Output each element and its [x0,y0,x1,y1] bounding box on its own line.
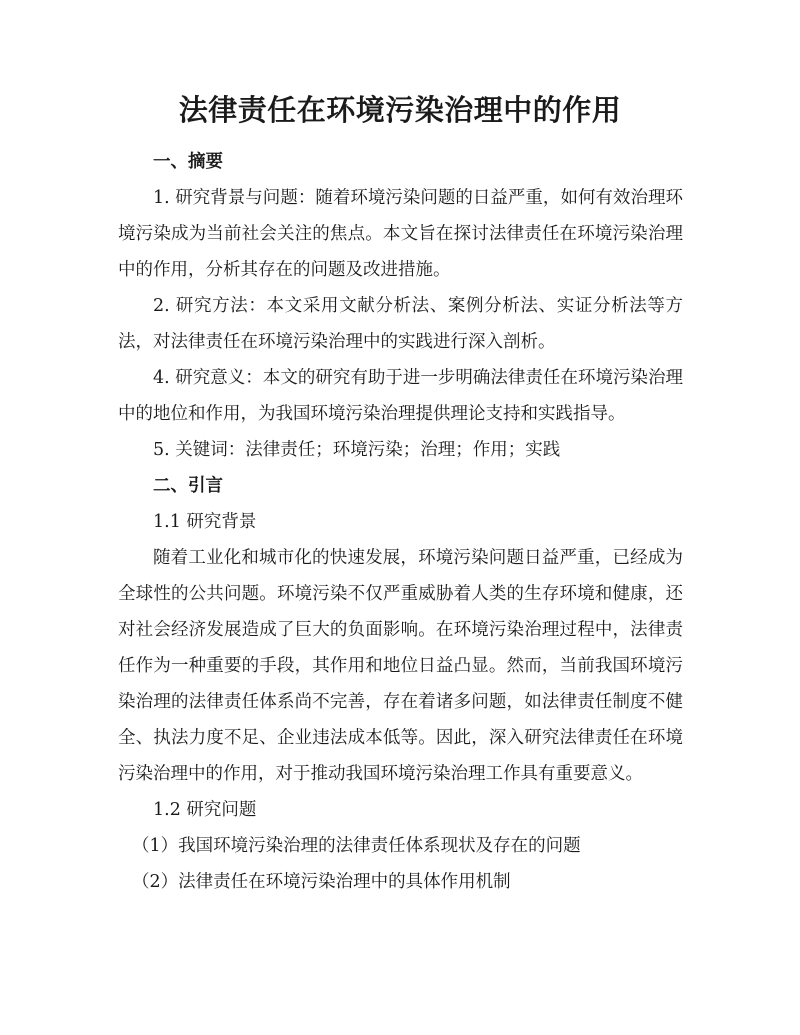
research-question-1: （1）我国环境污染治理的法律责任体系现状及存在的问题 [132,836,581,856]
document-title: 法律责任在环境污染治理中的作用 [178,93,622,127]
document-body [118,144,683,900]
intro-heading: 二、引言 [153,476,223,496]
abstract-paragraph-significance: 4. 研究意义：本文的研究有助于进一步明确法律责任在环境污染治理中的地位和作用，为我国环境污染治理提供理论支持和实践指导。 [118,368,683,424]
background-paragraph: 随着工业化和城市化的快速发展，环境污染问题日益严重，已经成为全球性的公共问题。环境污染不仅严重威胁着人类的生存环境和健康，还对社会经济发展造成了巨大的负面影响。在环境污染治理过程中，法律责任作为一种重要的手段，其作用和地位日益凸显。然而，当前我国环境污染治理的法律责任体系尚不完善，存在着诸多问题，如法律责任制度不健全、执法力度不足、企业违法成本低等。因此，深入研究法律责任在环境污染治理中的作用，对于推动我国环境污染治理工作具有重要意义。 [118,548,683,784]
abstract-paragraph-method: 2. 研究方法：本文采用文献分析法、案例分析法、实证分析法等方法，对法律责任在环境污染治理中的实践进行深入剖析。 [118,296,683,352]
abstract-heading: 一、摘要 [153,152,223,172]
research-question-2: （2）法律责任在环境污染治理中的具体作用机制 [132,872,511,892]
abstract-paragraph-background: 1. 研究背景与问题：随着环境污染问题的日益严重，如何有效治理环境污染成为当前社会关注的焦点。本文旨在探讨法律责任在环境污染治理中的作用，分析其存在的问题及改进措施。 [118,188,683,280]
section-heading-questions: 1.2 研究问题 [153,800,257,820]
abstract-paragraph-keywords: 5. 关键词：法律责任；环境污染；治理；作用；实践 [153,440,561,460]
section-heading-background: 1.1 研究背景 [153,512,257,532]
